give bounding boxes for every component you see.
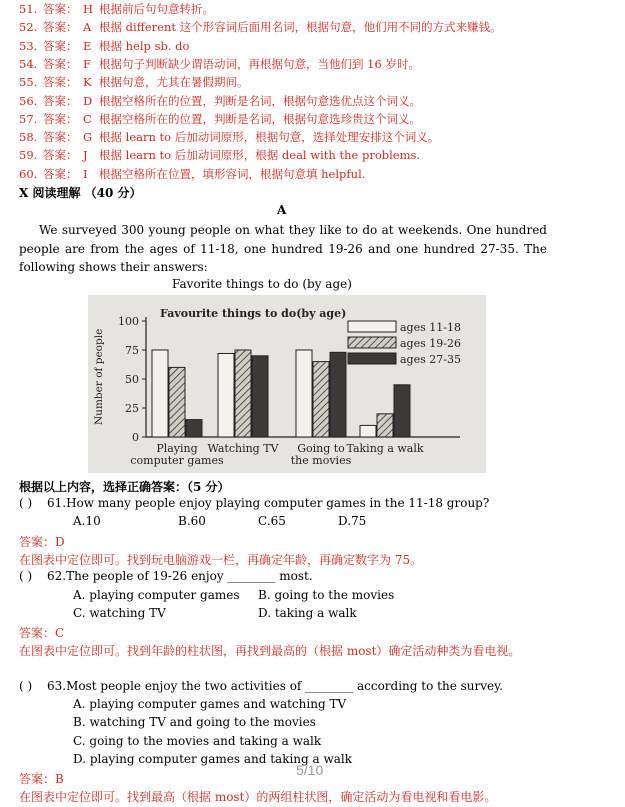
answer-number: 56. xyxy=(19,93,38,108)
bar xyxy=(235,350,251,437)
q62-option-b[interactable]: B. going to the movies xyxy=(258,588,395,602)
legend-swatch xyxy=(348,353,396,364)
answer-number: 52. xyxy=(19,20,38,35)
passage: We surveyed 300 young people on what they like to do at weekends. One hundred people are from the ages of 11-18, one hundred 19-26 and one hundred 27-35. The following shows their answers: xyxy=(19,223,547,274)
q61-option-b[interactable]: B.60 xyxy=(178,514,206,528)
answer-number: 58. xyxy=(19,130,38,145)
q61-answer: 答案：D xyxy=(19,535,65,549)
answer-number: 59. xyxy=(19,148,38,163)
answer-choice: K xyxy=(83,75,92,90)
bar-chart xyxy=(88,295,486,473)
answer-choice: J xyxy=(83,148,88,163)
instruction: 根据以上内容，选择正确答案：（5 分） xyxy=(19,480,230,494)
bar xyxy=(218,353,234,437)
chart-caption: Favorite things to do (by age) xyxy=(172,277,352,291)
part-label: A xyxy=(277,203,287,217)
y-tick-label: 0 xyxy=(132,431,139,444)
q62-answer: 答案：C xyxy=(19,626,65,640)
q63-explanation: 在图表中定位即可。找到最高（根据 most）的两组柱状图，确定活动为看电视和看电影。 xyxy=(19,790,497,804)
answer-label: 答案： xyxy=(43,75,78,90)
answer-label: 答案： xyxy=(43,20,78,35)
q63-paren: ( ) xyxy=(19,679,33,693)
q61-stem: 61.How many people enjoy playing computer games in the 11-18 group? xyxy=(47,496,490,510)
answer-line xyxy=(19,110,421,128)
q63-answer: 答案：B xyxy=(19,772,64,786)
answer-choice: H xyxy=(83,2,94,16)
bar xyxy=(394,385,410,437)
answer-choice: D xyxy=(83,93,93,108)
q61-option-a[interactable]: A.10 xyxy=(73,514,101,528)
x-tick-label: Taking a walk xyxy=(346,442,424,455)
answer-label: 答案： xyxy=(43,38,78,53)
answer-note: 根据前后句句意转折。 xyxy=(99,2,214,16)
y-tick-label: 75 xyxy=(125,344,139,357)
answer-number: 54. xyxy=(19,56,38,71)
x-tick-label: Playing xyxy=(156,442,198,455)
bar xyxy=(152,350,168,437)
q62-option-d[interactable]: D. taking a walk xyxy=(258,606,357,620)
y-tick-label: 25 xyxy=(125,402,139,415)
q62-explanation: 在图表中定位即可。找到年龄的柱状图，再找到最高的（根据 most）确定活动种类为看电视。 xyxy=(19,644,521,658)
answer-note: 根据句子判断缺少谓语动词，再根据句意，当他们到 16 岁时。 xyxy=(99,56,420,71)
q61-explanation: 在图表中定位即可。找到玩电脑游戏一栏，再确定年龄，再确定数字为 75。 xyxy=(19,553,423,567)
answer-label: 答案： xyxy=(43,148,78,163)
bar xyxy=(330,352,346,437)
legend-label: ages 27-35 xyxy=(400,353,461,366)
bar xyxy=(296,350,312,437)
answer-choice: C xyxy=(83,111,92,126)
bar xyxy=(360,425,376,437)
answer-line xyxy=(19,37,189,55)
answer-line xyxy=(19,73,249,91)
answer-line xyxy=(19,92,421,110)
y-tick-label: 50 xyxy=(125,373,139,386)
answer-choice: G xyxy=(83,130,93,145)
legend-label: ages 11-18 xyxy=(400,321,461,334)
q63-option-a[interactable]: A. playing computer games and watching TV xyxy=(73,697,347,711)
answer-note: 根据 learn to 后加动词原形，根据 deal with the problems. xyxy=(99,148,421,163)
y-tick-label: 100 xyxy=(118,315,139,328)
answer-line xyxy=(19,165,365,183)
answer-note: 根据 help sb. do xyxy=(99,38,190,53)
q63-option-c[interactable]: C. going to the movies and taking a walk xyxy=(73,734,322,748)
answer-label: 答案： xyxy=(43,111,78,126)
answer-label: 答案： xyxy=(43,93,78,108)
q62-stem: 62.The people of 19-26 enjoy ________ most. xyxy=(47,569,313,583)
answer-label: 答案： xyxy=(43,130,78,145)
answer-number: 53. xyxy=(19,38,38,53)
page-number: 5/10 xyxy=(296,762,324,778)
answer-choice: I xyxy=(83,166,88,181)
answer-note: 根据空格所在的位置，判断是名词，根据句意选珍贵这个词义。 xyxy=(99,111,421,126)
answer-line xyxy=(19,18,502,36)
answer-choice: F xyxy=(83,56,91,71)
q62-option-a[interactable]: A. playing computer games xyxy=(73,588,240,602)
chart-title: Favourite things to do(by age) xyxy=(160,307,347,320)
bar xyxy=(252,356,268,437)
answer-note: 根据空格所在位置，填形容词，根据句意填 helpful. xyxy=(99,166,366,181)
q62-option-c[interactable]: C. watching TV xyxy=(73,606,166,620)
answer-line xyxy=(19,55,420,73)
answer-label: 答案： xyxy=(43,56,78,71)
answer-number: 51. xyxy=(19,2,38,16)
answer-choice: E xyxy=(83,38,92,53)
q61-paren: ( ) xyxy=(19,496,33,510)
answer-number: 57. xyxy=(19,111,38,126)
q63-option-b[interactable]: B. watching TV and going to the movies xyxy=(73,715,316,729)
bar xyxy=(186,420,202,437)
answer-number: 60. xyxy=(19,166,38,181)
answer-line xyxy=(19,146,420,164)
answer-label: 答案： xyxy=(43,166,78,181)
q63-option-d[interactable]: D. playing computer games and taking a walk xyxy=(73,752,353,766)
x-tick-label: computer games xyxy=(130,454,224,467)
answer-choice: A xyxy=(83,20,92,35)
legend-swatch xyxy=(348,321,396,332)
answer-note: 根据 learn to 后加动词原形，根据句意，选择处理安排这个词义。 xyxy=(99,130,440,145)
y-axis-label: Number of people xyxy=(93,328,105,425)
section-title: X 阅读理解 （40 分） xyxy=(19,186,142,200)
q62-paren: ( ) xyxy=(19,569,33,583)
legend-swatch xyxy=(348,337,396,348)
legend-label: ages 19-26 xyxy=(400,337,461,350)
answer-number: 55. xyxy=(19,75,38,90)
q63-stem: 63.Most people enjoy the two activities of ________ according to the survey. xyxy=(47,679,504,693)
bar xyxy=(169,367,185,437)
bar xyxy=(313,362,329,437)
answer-note: 根据空格所在的位置，判断是名词，根据句意选优点这个词义。 xyxy=(99,93,421,108)
answer-line xyxy=(19,0,214,18)
q61-option-d[interactable]: D.75 xyxy=(338,514,367,528)
q61-option-c[interactable]: C.65 xyxy=(258,514,286,528)
bar xyxy=(377,414,393,437)
answer-line xyxy=(19,128,439,146)
answer-note: 根据句意，尤其在暑假期间。 xyxy=(99,75,249,90)
answer-note: 根据 different 这个形容词后面用名词，根据句意，他们用不同的方式来赚钱。 xyxy=(99,20,502,35)
answer-label: 答案： xyxy=(43,2,78,16)
x-tick-label: Watching TV xyxy=(207,442,279,455)
x-tick-label: the movies xyxy=(290,454,352,467)
x-tick-label: Going to xyxy=(297,442,345,455)
